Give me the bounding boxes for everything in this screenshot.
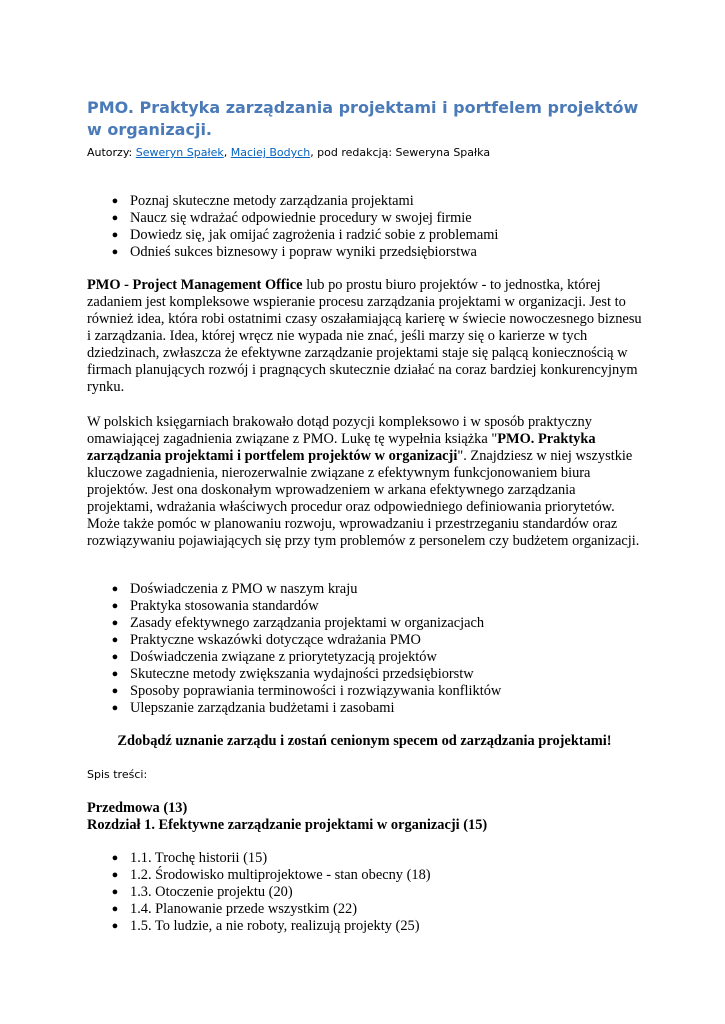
list-item: ● Praktyczne wskazówki dotyczące wdrażania PMO: [111, 632, 421, 648]
bullet-icon: ●: [111, 195, 119, 207]
feature-list: [0, 193, 498, 261]
list-item: ● Odnieś sukces biznesowy i popraw wyniki przedsiębiorstwa: [111, 244, 477, 260]
intro-paragraph: [87, 277, 642, 396]
list-item: ● Skuteczne metody zwiększania wydajności przedsiębiorstw: [111, 666, 474, 682]
bullet-icon: ●: [111, 600, 119, 612]
list-item: ● Doświadczenia z PMO w naszym kraju: [111, 581, 358, 597]
list-item: ● Naucz się wdrażać odpowiednie procedury w swojej firmie: [111, 210, 472, 226]
bullet-icon: ●: [111, 212, 119, 224]
list-item: ● Poznaj skuteczne metody zarządzania projektami: [111, 193, 414, 209]
list-item: ● Praktyka stosowania standardów: [111, 598, 319, 614]
bullet-icon: ●: [111, 583, 119, 595]
bullet-icon: ●: [111, 903, 119, 915]
bullet-icon: ●: [111, 634, 119, 646]
authors-prefix: Autorzy:: [87, 146, 136, 159]
bullet-icon: ●: [111, 651, 119, 663]
pmo-definition-text: lub po prostu biuro projektów - to jednostka, której zadaniem jest kompleksowe wspieranie procesu zarządzania projektami w organizacji. Jest to również idea, która robi ostatnimi czasy oszałamiającą karierę w świecie nowoczesnego biznesu i zarządzania. Idea, której wręcz nie wypada nie znać, jeśli marzy się o karierze w tych dziedzinach, zwłaszcza że efektywne zarządzanie projektami staje się palącą koniecznością w firmach planujących rozwój i pragnących skutecznie działać na coraz bardziej konkurencyjnym rynku.: [87, 277, 642, 395]
author-link-bodych[interactable]: Maciej Bodych: [230, 146, 311, 159]
tagline: Zdobądź uznanie zarządu i zostań cenionym specem od zarządzania projektami!: [117, 733, 612, 749]
book-paragraph: W polskich księgarniach brakowało dotąd pozycji kompleksowo i w sposób praktyczny omawiającej zagadnienia związane z PMO. Lukę tę wypełnia książka "PMO. Praktyka zarządzania projektami i portfelem projektów w organizacji". Znajdziesz w niej wszystkie kluczowe zagadnienia, nierozerwalnie związane z efektywnym funkcjonowaniem biura projektów. Jest ona doskonałym wprowadzeniem w arkana efektywnego zarządzania projektami, wdrażania właściwych procedur oraz odpowiedniego definiowania priorytetów. Może także pomóc w planowaniu rozwoju, wprowadzaniu i przestrzeganiu standardów oraz rozwiązywaniu pojawiających się przy tym problemów z personelem czy budżetem organizacji.: [87, 414, 640, 549]
authors-separator: ,: [223, 146, 231, 159]
list-item: ● Ulepszanie zarządzania budżetami i zasobami: [111, 700, 395, 716]
bullet-icon: ●: [111, 852, 119, 864]
list-item: ● Sposoby poprawiania terminowości i rozwiązywania konfliktów: [111, 683, 502, 699]
authors-suffix: , pod redakcją: Seweryna Spałka: [310, 146, 491, 159]
bullet-icon: ●: [111, 920, 119, 932]
list-item: ● 1.3. Otoczenie projektu (20): [111, 884, 293, 900]
toc-preface[interactable]: Przedmowa (13): [87, 800, 188, 816]
list-item: ● 1.5. To ludzie, a nie roboty, realizują projekty (25): [111, 918, 420, 934]
book-title-inline: PMO. Praktyka zarządzania projektami i portfelem projektów w organizacji: [87, 431, 596, 464]
bullet-icon: ●: [111, 685, 119, 697]
list-item: ● Dowiedz się, jak omijać zagrożenia i radzić sobie z problemami: [111, 227, 499, 243]
list-item: ● 1.4. Planowanie przede wszystkim (22): [111, 901, 357, 917]
document-title: PMO. Praktyka zarządzania projektami i portfelem projektów w organizacji.: [87, 98, 639, 139]
list-item: ● Zasady efektywnego zarządzania projektami w organizacjach: [111, 615, 485, 631]
toc-chapter-1[interactable]: Rozdział 1. Efektywne zarządzanie projektami w organizacji (15): [87, 817, 488, 833]
bullet-icon: ●: [111, 229, 119, 241]
list-item: ● 1.1. Trochę historii (15): [111, 850, 268, 866]
authors-line: [87, 146, 647, 160]
topics-list: [0, 581, 501, 717]
pmo-definition-lead: PMO - Project Management Office: [87, 277, 303, 293]
list-item: ● Doświadczenia związane z priorytetyzacją projektów: [111, 649, 437, 665]
bullet-icon: ●: [111, 617, 119, 629]
author-link-spalek[interactable]: Seweryn Spałek: [135, 146, 224, 159]
bullet-icon: ●: [111, 886, 119, 898]
bullet-icon: ●: [111, 246, 119, 258]
toc-label: Spis treści:: [87, 768, 148, 781]
chapter-1-sections: [0, 850, 431, 935]
bullet-icon: ●: [111, 668, 119, 680]
list-item: ● 1.2. Środowisko multiprojektowe - stan obecny (18): [111, 867, 431, 883]
bullet-icon: ●: [111, 702, 119, 714]
bullet-icon: ●: [111, 869, 119, 881]
